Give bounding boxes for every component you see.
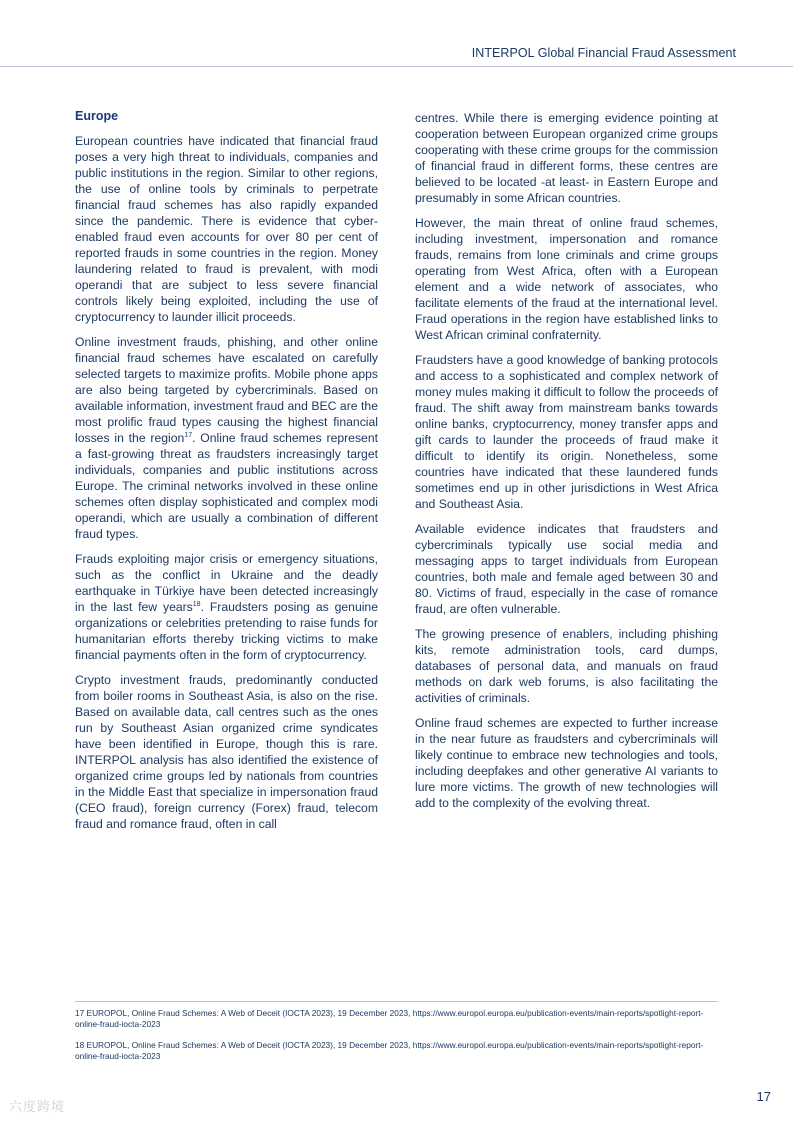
paragraph <box>75 334 378 542</box>
section-heading: Europe <box>75 109 119 123</box>
paragraph: However, the main threat of online fraud schemes, including investment, impersonation and romance frauds, remains from lone criminals and crime groups operating from West Africa, often with a European element and a wide network of associates, who facilitate elements of the fraud at the international level. Fraud operations in the region have established links to West African criminal confraternity. <box>415 216 718 342</box>
paragraph: Crypto investment frauds, predominantly conducted from boiler rooms in Southeast Asia, is also on the rise. Based on available data, call centres such as the ones run by Southeast Asian organized crime syndicates have been identified in Europe, though this is rare. INTERPOL analysis has also identified the existence of organized crime groups led by nationals from countries in the Middle East that specialize in impersonation fraud (CEO fraud), foreign currency (Forex) fraud, telecom fraud and romance fraud, often in call <box>75 673 378 831</box>
paragraph-text: . Online fraud schemes represent a fast-growing threat as fraudsters increasingly target individuals, companies and public institutions across Europe. The criminal networks involved in these online schemes often display sophisticated and complex modi operandi, which are usually a combination of different fraud types. <box>75 431 378 541</box>
paragraph-text: Online investment frauds, phishing, and other online financial fraud schemes have escalated on carefully selected targets to maximize profits. Mobile phone apps are also being targeted by cybercriminals. Based on available information, investment fraud and BEC are the most prolific fraud types causing the highest financial losses in the region <box>75 335 378 445</box>
paragraph: Online fraud schemes are expected to further increase in the near future as fraudsters and cybercriminals will likely continue to embrace new technologies and tools, including deepfakes and other generative AI variants to lure more victims. The growth of new technologies will add to the complexity of the evolving threat. <box>415 716 718 810</box>
header-title: INTERPOL Global Financial Fraud Assessment <box>471 46 736 60</box>
paragraph: Fraudsters have a good knowledge of banking protocols and access to a sophisticated and complex network of money mules making it difficult to follow the proceeds of fraud. The shift away from mainstream banks towards online banks, cryptocurrency, money transfer apps and gift cards to launder the proceeds of fraud make it difficult to identify its origin. Nonetheless, some countries have indicated that these laundered funds sometimes end up in other jurisdictions in West Africa and Southeast Asia. <box>415 353 718 511</box>
footnote-ref[interactable]: 18 <box>192 600 201 608</box>
footnote-17: 17 EUROPOL, Online Fraud Schemes: A Web of Deceit (IOCTA 2023), 19 December 2023, https://www.europol.europa.eu/publication-events/main-reports/spotlight-report-online-fraud-iocta-2023 <box>75 1008 704 1029</box>
footnote-18: 18 EUROPOL, Online Fraud Schemes: A Web of Deceit (IOCTA 2023), 19 December 2023, https://www.europol.europa.eu/publication-events/main-reports/spotlight-report-online-fraud-iocta-2023 <box>75 1040 704 1061</box>
footnote-divider <box>75 1001 718 1002</box>
footnote-ref[interactable]: 17 <box>184 431 193 439</box>
paragraph: centres. While there is emerging evidence pointing at cooperation between European organized crime groups cooperating with these crime groups for the commission of financial fraud in different forms, these centres are believed to be located -at least- in Eastern Europe and presumably in some African countries. <box>415 111 718 205</box>
header-divider <box>0 66 793 67</box>
watermark-logo: 六度跨境 <box>9 1099 66 1114</box>
paragraph: Available evidence indicates that fraudsters and cybercriminals typically use social media and messaging apps to target individuals from European countries, both male and female aged between 30 and 80. Victims of fraud, especially in the case of romance fraud, are often vulnerable. <box>415 522 718 616</box>
paragraph: The growing presence of enablers, including phishing kits, remote administration tools, card dumps, databases of personal data, and manuals on fraud methods on dark web forums, is also facilitating the activities of criminals. <box>415 627 718 705</box>
paragraph: European countries have indicated that financial fraud poses a very high threat to individuals, companies and public institutions in the region. Similar to other regions, the use of online tools by criminals to perpetrate financial fraud schemes has also rapidly expanded since the pandemic. There is evidence that cyber-enabled fraud even accounts for over 80 per cent of reported frauds in some countries in the region. Money laundering related to fraud is prevalent, with modi operandi that are subject to less severe financial controls likely being exploited, including the use of cryptocurrency to launder illicit proceeds. <box>75 134 378 324</box>
left-column <box>75 108 378 841</box>
right-column <box>415 110 718 820</box>
paragraph-text: Frauds exploiting major crisis or emergency situations, such as the conflict in Ukraine and the deadly earthquake in Türkiye have been detected increasingly in the last few years <box>75 552 378 614</box>
paragraph <box>75 551 378 663</box>
page-number: 17 <box>756 1089 771 1104</box>
paragraph-text: . Fraudsters posing as genuine organizations or celebrities pretending to raise funds for humanitarian efforts thereby tricking victims to make financial payments often in the form of cryptocurrency. <box>75 600 378 662</box>
